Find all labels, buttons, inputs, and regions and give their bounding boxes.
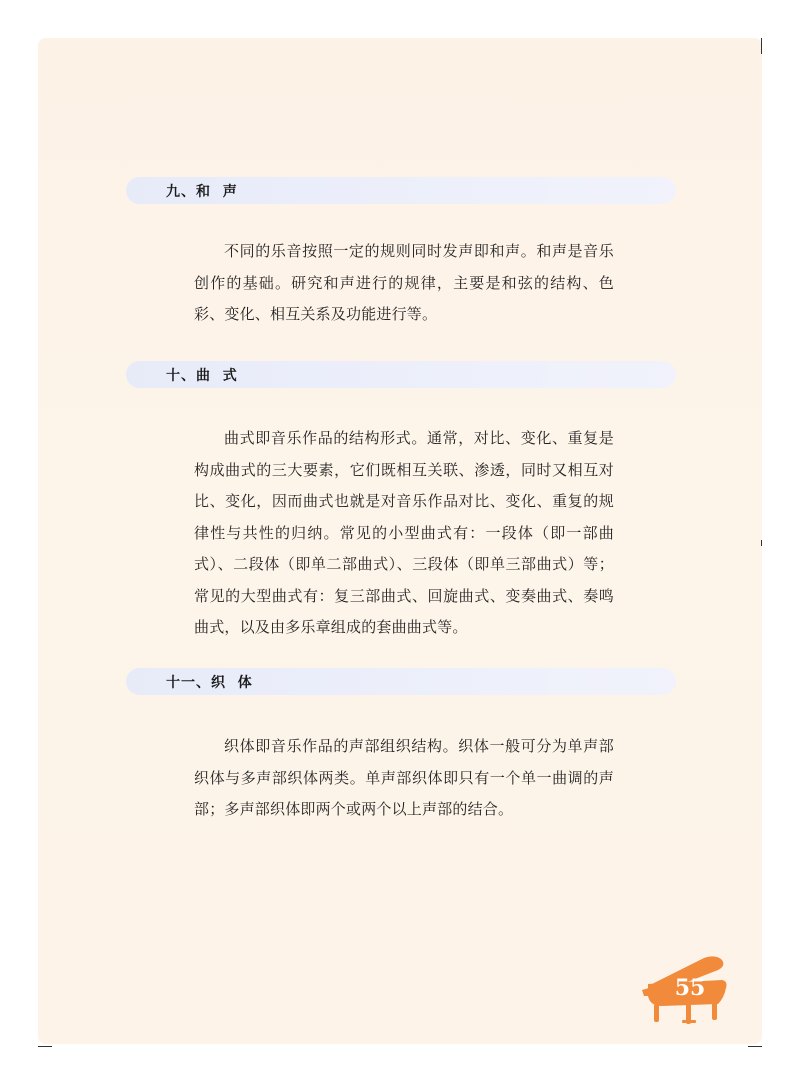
section-body-harmony: 不同的乐音按照一定的规则同时发声即和声。和声是音乐创作的基础。研究和声进行的规律，主要是和弦的结构、色彩、变化、相互关系及功能进行等。 (194, 242, 614, 323)
crop-mark-bottom-left (38, 1046, 52, 1047)
crop-mark-right-middle (761, 540, 762, 546)
section-title: 九、和 声 (166, 184, 238, 200)
section-body-texture: 织体即音乐作品的声部组织结构。织体一般可分为单声部织体与多声部织体两类。单声部织体即只有一个单一曲调的声部；多声部织体即两个或两个以上声部的结合。 (194, 737, 614, 818)
section-header-harmony (126, 177, 676, 204)
section-title: 十一、织 体 (166, 675, 253, 691)
section-header-texture (126, 668, 676, 695)
page-number: 55 (674, 975, 706, 1001)
section-header-form (126, 361, 676, 388)
crop-mark-bottom-right (748, 1046, 762, 1047)
crop-mark-top-right (761, 38, 762, 54)
section-body-form: 曲式即音乐作品的结构形式。通常，对比、变化、重复是构成曲式的三大要素，它们既相互关联、渗透，同时又相互对比、变化，因而曲式也就是对音乐作品对比、变化、重复的规律性与共性的归纳。常见的小型曲式有：一段体（即一部曲式）、二段体（即单二部曲式）、三段体（即单三部曲式）等；常见的大型曲式有：复三部曲式、回旋曲式、变奏曲式、奏鸣曲式，以及由多乐章组成的套曲曲式等。 (194, 429, 614, 636)
section-title: 十、曲 式 (166, 368, 238, 384)
